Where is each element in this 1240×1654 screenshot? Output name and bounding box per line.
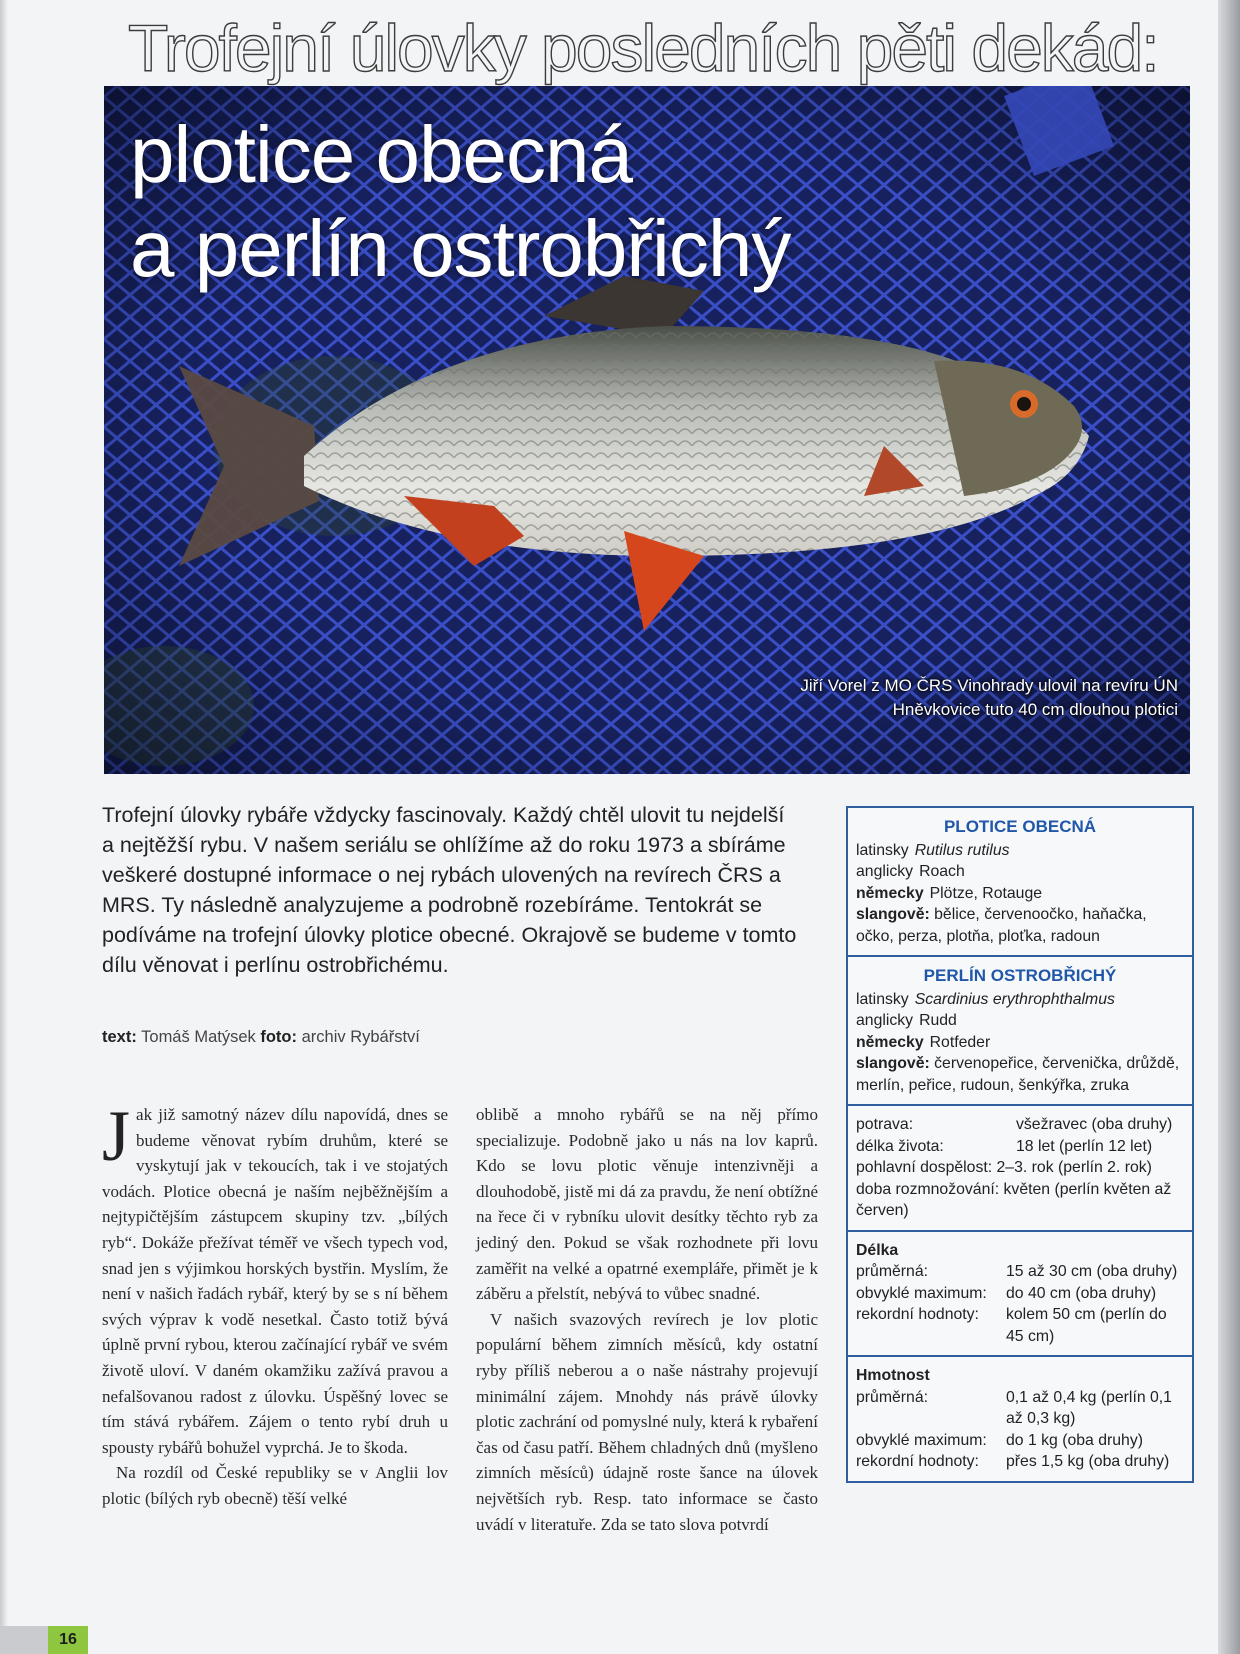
value: červenopeřice, červenička, drůždě, merlín, peřice, rudoun, šenkýřka, zruka	[856, 1055, 1180, 1094]
label: německy	[856, 1033, 924, 1051]
value: 18 let (perlín 12 let)	[1016, 1137, 1153, 1155]
value: do 1 kg (oba druhy)	[1006, 1431, 1143, 1449]
body-paragraph	[102, 1096, 448, 1460]
fact-row	[856, 1157, 1184, 1179]
drop-cap: J	[102, 1096, 131, 1176]
body-paragraph: V našich svazových revírech je lov plotic populární během zimních měsíců, kdy ostatní ryby příliš neberou a o naše nástrahy projevují minimální zájem. Mnohdy nás právě úlovky plotic zachrání od pomyslné nuly, která k rybaření čas od času patří. Během chladných dnů (myšleno zimních měsíců) údajně roste šance na úlovek největších ryb. Resp. tato informace se často uvádí v literatuře. Zda se tato slova potvrdí	[476, 1309, 818, 1534]
credits-foto-label: foto:	[260, 1028, 298, 1046]
body-column-1	[102, 1096, 448, 1512]
label: průměrná:	[856, 1388, 928, 1406]
info-roach-title: PLOTICE OBECNÁ	[943, 817, 1097, 836]
label: obvyklé maximum:	[856, 1284, 987, 1302]
label: rekordní hodnoty:	[856, 1306, 979, 1323]
info-length	[848, 1232, 1192, 1358]
label: obvyklé maximum:	[856, 1431, 987, 1449]
page-number-bar	[0, 1626, 48, 1654]
credits-text-author: Tomáš Matýsek	[141, 1028, 256, 1046]
value: 0,1 až 0,4 kg (perlín 0,1 až 0,3 kg)	[1006, 1388, 1172, 1427]
label: potrava:	[856, 1116, 914, 1133]
headline	[130, 108, 790, 296]
page-right-edge	[1218, 0, 1240, 1654]
value: Roach	[919, 863, 965, 880]
value: Rutilus rutilus	[914, 841, 1010, 859]
value: květen (perlín květen až červen)	[856, 1180, 1172, 1219]
value: 2–3. rok (perlín 2. rok)	[996, 1159, 1152, 1176]
label: pohlavní dospělost:	[856, 1159, 993, 1176]
label: slangově:	[856, 1055, 930, 1072]
info-roach	[848, 808, 1192, 957]
value: 15 až 30 cm (oba druhy)	[1006, 1263, 1178, 1280]
value: Rotfeder	[929, 1033, 991, 1051]
label: anglicky	[856, 1012, 914, 1029]
label: délka života:	[856, 1137, 944, 1155]
credits-text-label: text:	[102, 1028, 137, 1046]
info-facts	[848, 1106, 1192, 1232]
label: rekordní hodnoty:	[856, 1453, 979, 1470]
credits	[102, 1028, 802, 1047]
info-length-title: Délka	[856, 1241, 899, 1259]
body-paragraph: Na rozdíl od České republiky se v Anglii lov plotic (bílých ryb obecně) těší velké	[102, 1463, 448, 1508]
headline-line-1: plotice obecná	[130, 110, 632, 199]
value: Plötze, Rotauge	[929, 884, 1043, 902]
hero-photo	[104, 86, 1190, 774]
info-rudd	[848, 957, 1192, 1106]
page-left-edge	[0, 0, 8, 1654]
info-weight	[848, 1357, 1192, 1481]
body-paragraph: oblibě a mnoho rybářů se na něj přímo specializuje. Podobně jako u nás na lov kaprů. Kdo se lovu plotic věnuje intenzivněji a dlouhodobě, jistě mi dá za pravdu, že není obtížné na řece či v rybníku ulovit desítky těchto ryb za jediný den. Pokud se však rozhodnete při lovu zaměřit na velké a opatrné exempláře, přimět je k záběru a přelstít, nebývá to vůbec snadné.	[476, 1105, 818, 1304]
value: všežravec (oba druhy)	[1016, 1116, 1173, 1133]
headline-line-2: a perlín ostrobřichý	[130, 204, 791, 293]
body-column-2	[476, 1102, 818, 1537]
label: latinsky	[856, 841, 909, 859]
label: latinsky	[856, 990, 909, 1008]
info-weight-title: Hmotnost	[856, 1367, 930, 1384]
value: kolem 50 cm (perlín do 45 cm)	[1006, 1306, 1167, 1345]
lead-paragraph: Trofejní úlovky rybáře vždycky fascinovaly. Každý chtěl ulovit tu nejdelší a nejtěžší rybu. V našem seriálu se ohlížíme až do roku 1973 a sbíráme veškeré dostupné informace o nej rybách ulovených na revírech ČRS a MRS. Ty následně analyzujeme a podrobně rozebíráme. Tentokrát se podíváme na trofejní úlovky plotice obecné. Okrajově se budeme v tomto dílu věnovat i perlínu ostrobřichému.	[102, 803, 797, 977]
credits-foto-author: archiv Rybářství	[301, 1028, 420, 1046]
value: přes 1,5 kg (oba druhy)	[1006, 1453, 1170, 1470]
label: průměrná:	[856, 1263, 928, 1280]
label: anglicky	[856, 863, 914, 880]
info-rudd-title: PERLÍN OSTROBŘICHÝ	[923, 966, 1117, 985]
value: bělice, červenoočko, haňačka, očko, perza, plotňa, ploťka, radoun	[856, 906, 1147, 945]
label: německy	[856, 884, 924, 902]
series-title: Trofejní úlovky posledních pěti dekád:	[128, 11, 1158, 85]
photo-caption: Jiří Vorel z MO ČRS Vinohrady ulovil na revíru ÚN Hněvkovice tuto 40 cm dlouhou plotici	[800, 676, 1178, 719]
page-number: 16	[48, 1626, 88, 1654]
fact-row	[856, 1179, 1184, 1222]
label: slangově:	[856, 906, 930, 923]
value: Scardinius erythrophthalmus	[914, 990, 1115, 1008]
label: doba rozmnožování:	[856, 1180, 1000, 1198]
value: Rudd	[919, 1012, 957, 1029]
species-info-box	[846, 806, 1194, 1483]
value: do 40 cm (oba druhy)	[1006, 1284, 1157, 1302]
body-text: ak již samotný název dílu napovídá, dnes se budeme věnovat rybím druhům, které se vyskytují jak v tekoucích, tak i ve stojatých vodách. Plotice obecná je naším nejběžnějším a nejtypičtějším zástupcem skupiny tzv. „bílých ryb“. Dokáže přežívat téměř ve všech typech vod, snad jen s výjimkou horských bystřin. Myslím, že není v našich řadách rybář, který by se s ní během svých výprav k vodě nesetkal. Často totiž bývá úplně první rybou, kterou začínající rybář ve svém životě uloví. V daném okamžiku zažívá pravou a nefalšovanou radost z úlovku. Úspěšný lovec se tím stává rybářem. Zájem o tento rybí druh u spousty rybářů bohužel vyprchá. Je to škoda.	[102, 1105, 448, 1457]
